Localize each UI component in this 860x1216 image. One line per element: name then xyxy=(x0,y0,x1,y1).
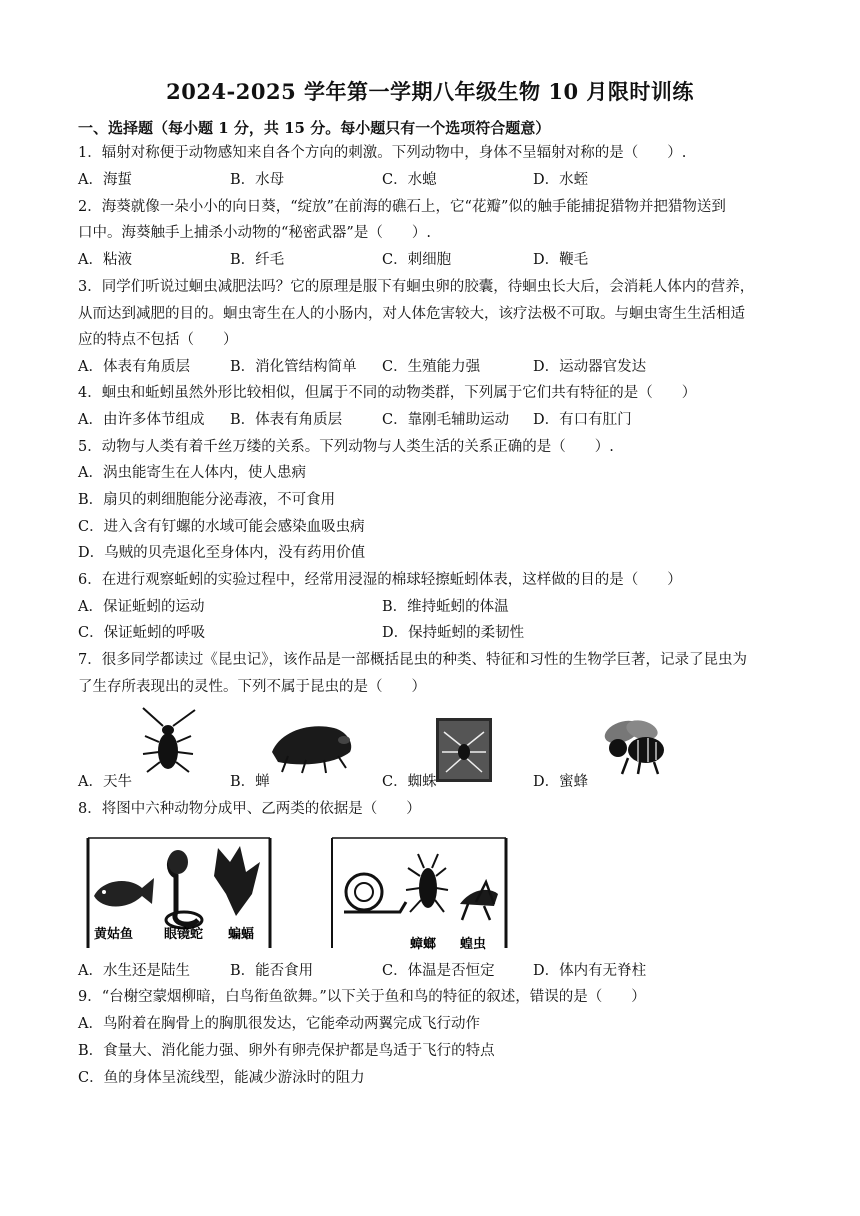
q7-option-d: D．蜜蜂 xyxy=(533,774,589,790)
label-locust: 蝗虫 xyxy=(460,937,487,952)
q7-option-a: A．天牛 xyxy=(78,774,132,790)
q9-stem: 9．“台榭空蒙烟柳暗，白鸟衔鱼欲舞。”以下关于鱼和鸟的特征的叙述，错误的是（ ） xyxy=(78,989,646,1005)
q5-option-b: B．扇贝的刺细胞能分泌毒液，不可食用 xyxy=(78,492,336,508)
cobra-icon xyxy=(166,850,202,928)
q3-option-c: C．生殖能力强 xyxy=(382,359,481,375)
q3-stem-line3: 应的特点不包括（ ） xyxy=(78,332,238,348)
q6-option-b: B．维持蚯蚓的体温 xyxy=(382,599,509,615)
q6-option-a: A．保证蚯蚓的运动 xyxy=(78,599,205,615)
q1-option-a: A．海蜇 xyxy=(78,172,132,188)
q6-stem: 6．在进行观察蚯蚓的实验过程中，经常用浸湿的棉球轻擦蚯蚓体表，这样做的目的是（ ） xyxy=(78,572,682,588)
q4-stem: 4．蛔虫和蚯蚓虽然外形比较相似，但属于不同的动物类群，下列属于它们共有特征的是（ ） xyxy=(78,385,697,401)
longhorn-beetle-image xyxy=(133,706,203,778)
q8-animal-figure xyxy=(80,832,510,954)
cicada-image xyxy=(268,718,358,774)
q6-option-d: D．保持蚯蚓的柔韧性 xyxy=(382,625,525,641)
locust-icon xyxy=(460,882,498,920)
label-cockroach: 蟑螂 xyxy=(410,937,437,952)
q1-stem: 1．辐射对称便于动物感知来自各个方向的刺激。下列动物中，身体不呈辐射对称的是（ ）. xyxy=(78,145,687,161)
q2-option-a: A．粘液 xyxy=(78,252,132,268)
q6-options-row2 xyxy=(78,623,798,643)
label-yellow-croaker: 黄姑鱼 xyxy=(94,927,134,942)
q1-option-d: D．水蛭 xyxy=(533,172,589,188)
cockroach-icon xyxy=(406,854,448,912)
q2-options xyxy=(78,250,798,270)
q7-stem-line2: 了生存所表现出的灵性。下列不属于昆虫的是（ ） xyxy=(78,679,426,695)
q7-option-b: B．蝉 xyxy=(230,774,270,790)
q4-option-d: D．有口有肛门 xyxy=(533,412,632,428)
label-cobra: 眼镜蛇 xyxy=(164,927,204,942)
section-heading: 一、选择题（每小题 1 分，共 15 分。每小题只有一个选项符合题意） xyxy=(78,119,551,137)
q3-option-d: D．运动器官发达 xyxy=(533,359,647,375)
q2-option-d: D．鞭毛 xyxy=(533,252,589,268)
q2-option-c: C．刺细胞 xyxy=(382,252,452,268)
q5-option-c: C．进入含有钉螺的水域可能会感染血吸虫病 xyxy=(78,519,365,535)
q1-option-b: B．水母 xyxy=(230,172,285,188)
bat-icon xyxy=(214,846,260,916)
q2-stem-line2: 口中。海葵触手上捕杀小动物的“秘密武器”是（ ）. xyxy=(78,225,431,241)
q5-option-a: A．涡虫能寄生在人体内，使人患病 xyxy=(78,465,306,481)
q8-option-d: D．体内有无脊柱 xyxy=(533,963,647,979)
q7-options xyxy=(78,772,798,792)
q7-stem-line1: 7．很多同学都读过《昆虫记》，该作品是一部概括昆虫的种类、特征和习性的生物学巨著，记录了昆虫为 xyxy=(78,652,747,668)
q3-stem-line1: 3．同学们听说过蛔虫减肥法吗？它的原理是服下有蛔虫卵的胶囊，待蛔虫长大后，会消耗人体内的营养， xyxy=(78,279,755,295)
q9-option-c: C．鱼的身体呈流线型，能减少游泳时的阻力 xyxy=(78,1070,365,1086)
q1-options xyxy=(78,170,798,190)
q8-option-c: C．体温是否恒定 xyxy=(382,963,495,979)
q7-option-c: C．蜘蛛 xyxy=(382,774,437,790)
q2-option-b: B．纤毛 xyxy=(230,252,285,268)
q4-option-c: C．靠刚毛辅助运动 xyxy=(382,412,510,428)
q6-options-row1 xyxy=(78,597,798,617)
page-title: 2024-2025 学年第一学期八年级生物 10 月限时训练 xyxy=(166,79,694,104)
q4-option-a: A．由许多体节组成 xyxy=(78,412,205,428)
q1-option-c: C．水螅 xyxy=(382,172,437,188)
q6-option-c: C．保证蚯蚓的呼吸 xyxy=(78,625,206,641)
q3-stem-line2: 从而达到减肥的目的。蛔虫寄生在人的小肠内，对人体危害较大，该疗法极不可取。与蛔虫寄生生活相适 xyxy=(78,306,745,322)
q3-option-a: A．体表有角质层 xyxy=(78,359,190,375)
bee-image xyxy=(592,716,674,776)
q3-option-b: B．消化管结构简单 xyxy=(230,359,357,375)
q5-option-d: D．乌贼的贝壳退化至身体内，没有药用价值 xyxy=(78,545,366,561)
q8-stem: 8．将图中六种动物分成甲、乙两类的依据是（ ） xyxy=(78,801,421,817)
q4-options xyxy=(78,410,798,430)
q4-option-b: B．体表有角质层 xyxy=(230,412,343,428)
q5-stem: 5．动物与人类有着千丝万缕的关系。下列动物与人类生活的关系正确的是（ ）. xyxy=(78,439,614,455)
yellow-croaker-icon xyxy=(94,878,154,907)
q3-options xyxy=(78,357,798,377)
q8-options xyxy=(78,961,798,981)
label-bat: 蝙蝠 xyxy=(228,927,255,942)
q9-option-b: B．食量大、消化能力强、卵外有卵壳保护都是鸟适于飞行的特点 xyxy=(78,1043,495,1059)
q9-option-a: A．鸟附着在胸骨上的胸肌很发达，它能牵动两翼完成飞行动作 xyxy=(78,1016,480,1032)
q2-stem-line1: 2．海葵就像一朵小小的向日葵，“绽放”在前海的礁石上，它“花瓣”似的触手能捕捉猎物并把猎物送到 xyxy=(78,199,726,215)
q8-option-a: A．水生还是陆生 xyxy=(78,963,190,979)
q8-option-b: B．能否食用 xyxy=(230,963,314,979)
snail-icon xyxy=(344,874,406,912)
